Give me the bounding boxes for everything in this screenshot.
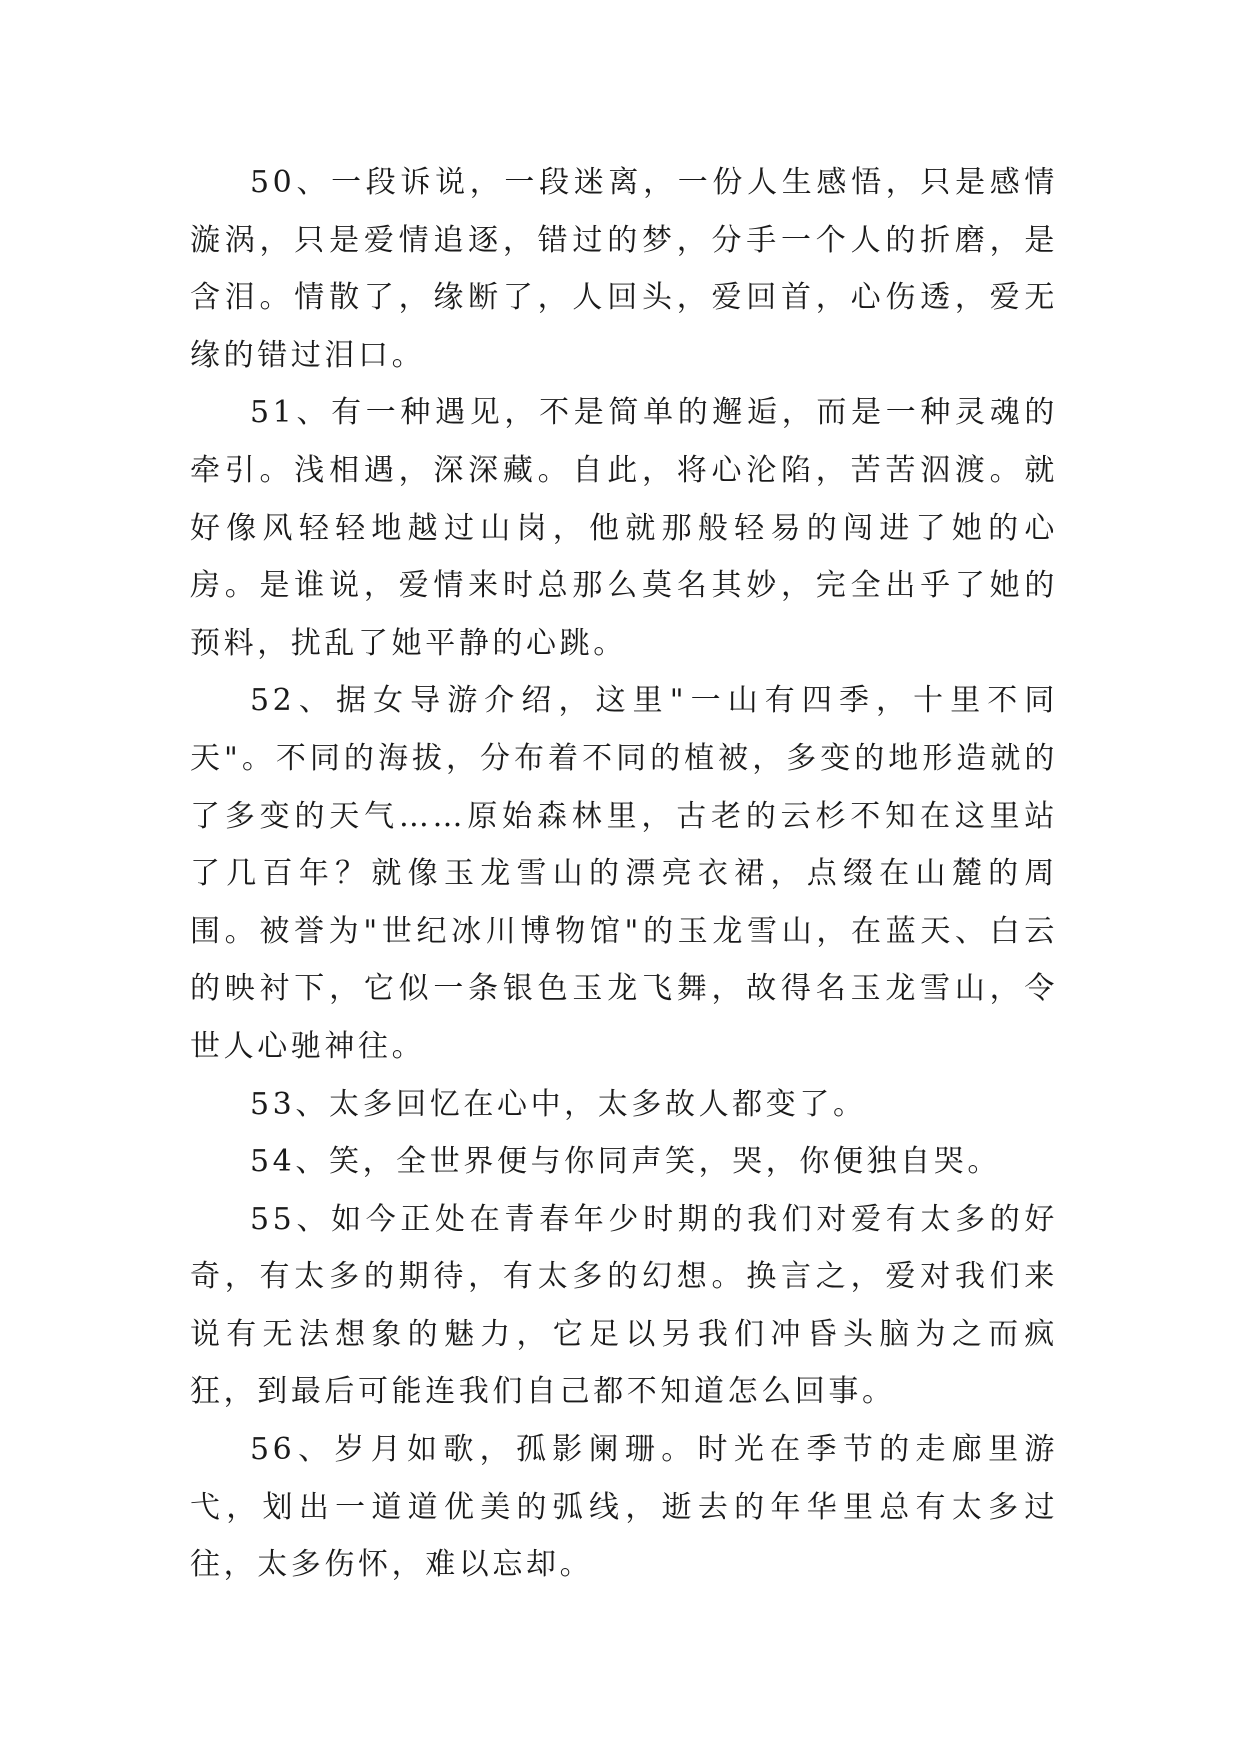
document-body xyxy=(190,154,1058,1594)
paragraph-51: 51、有一种遇见，不是简单的邂逅，而是一种灵魂的牵引。浅相遇，深深藏。自此，将心沦陷，苦苦泅渡。就好像风轻轻地越过山岗，他就那般轻易的闯进了她的心房。是谁说，爱情来时总那么莫名其妙，完全出乎了她的预料，扰乱了她平静的心跳。 xyxy=(190,395,1058,661)
paragraph-50: 50、一段诉说，一段迷离，一份人生感悟，只是感情漩涡，只是爱情追逐，错过的梦，分手一个人的折磨，是含泪。情散了，缘断了，人回头，爱回首，心伤透，爱无缘的错过泪口。 xyxy=(190,165,1058,373)
paragraph-55: 55、如今正处在青春年少时期的我们对爱有太多的好奇，有太多的期待，有太多的幻想。换言之，爱对我们来说有无法想象的魅力，它足以另我们冲昏头脑为之而疯狂，到最后可能连我们自己都不知道怎么回事。 xyxy=(190,1201,1058,1410)
paragraph-53: 53、太多回忆在心中，太多故人都变了。 xyxy=(250,1086,867,1122)
paragraph-52: 52、据女导游介绍，这里"一山有四季，十里不同天"。不同的海拔，分布着不同的植被，多变的地形造就的了多变的天气……原始森林里，古老的云杉不知在这里站了几百年？就像玉龙雪山的漂亮衣裙，点缀在山麓的周围。被誉为"世纪冰川博物馆"的玉龙雪山，在蓝天、白云的映衬下，它似一条银色玉龙飞舞，故得名玉龙雪山，令世人心驰神往。 xyxy=(190,683,1058,1064)
paragraph-54: 54、笑，全世界便与你同声笑，哭，你便独自哭。 xyxy=(250,1144,1001,1180)
paragraph-56: 56、岁月如歌，孤影阑珊。时光在季节的走廊里游弋，划出一道道优美的弧线，逝去的年华里总有太多过往，太多伤怀，难以忘却。 xyxy=(190,1432,1058,1583)
